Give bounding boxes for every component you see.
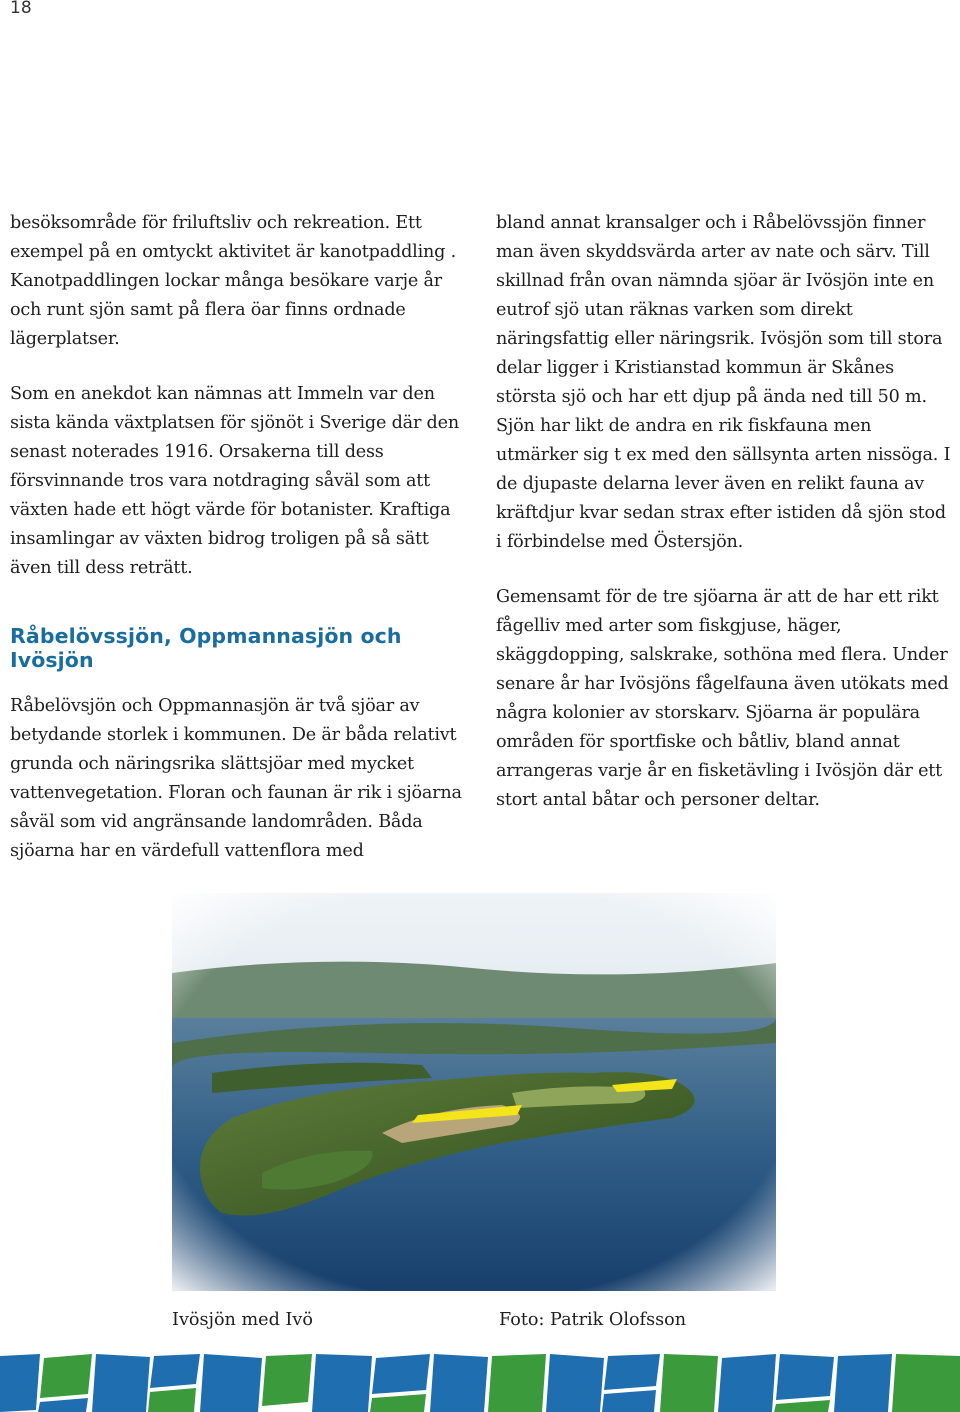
paragraph: Råbelövsjön och Oppmannasjön är två sjöar av betydande storlek i kommunen. De är båda relativt grunda och näringsrika slättsjöar med mycket vattenvegetation. Floran och faunan är rik i sjöarna såväl som vid angränsande landområden. Båda sjöarna har en värdefull vattenflora med [10,696,462,861]
paragraph: bland annat kransalger och i Råbelövssjön finner man även skyddsvärda arter av nate och särv. Till skillnad från ovan nämnda sjöar är Ivösjön inte en eutrof sjö utan räknas varken som direkt näringsfattig eller näringsrik. Ivösjön som till stora delar ligger i Kristianstad kommun är Skånes största sjö och har ett djup på ända ned till 50 m. Sjön har likt de andra en rik fiskfauna men utmärker sig t ex med den sällsynta arten nissöga. I de djupaste delarna lever även en relikt fauna av kräftdjur kvar sedan strax efter istiden då sjön stod i förbindelse med Östersjön. [496,213,951,552]
left-column [10,209,470,866]
figure-caption: Ivösjön med Ivö [172,1310,313,1330]
section-heading: Råbelövssjön, Oppmannasjön och Ivösjön [10,624,402,672]
paragraph: Gemensamt för de tre sjöarna är att de har ett rikt fågelliv med arter som fiskgjuse, häger, skäggdopping, salskrake, sothöna med flera. Under senare år har Ivösjöns fågelfauna även utökats med några kolonier av storskarv. Sjöarna är populära områden för sportfiske och båtliv, bland annat arrangeras varje år en fisketävling i Ivösjön där ett stort antal båtar och personer deltar. [496,587,949,810]
photo-credit: Foto: Patrik Olofsson [499,1310,687,1330]
footer-mosaic-band [0,1354,960,1412]
right-column [496,209,956,815]
aerial-lake-photo [172,893,776,1291]
paragraph: besöksområde för friluftsliv och rekreation. Ett exempel på en omtyckt aktivitet är kanotpaddling . Kanotpaddlingen lockar många besökare varje år och runt sjön samt på flera öar finns ordnade lägerplatser. [10,213,456,349]
paragraph: Som en anekdot kan nämnas att Immeln var den sista kända växtplatsen för sjönöt i Sverige där den senast noterades 1916. Orsakerna till dess försvinnande tros vara notdraging såväl som att växten hade ett högt värde för botanister. Kraftiga insamlingar av växten bidrog troligen på så sätt även till dess reträtt. [10,384,459,578]
page-number: 18 [10,0,32,18]
footer-tiles [0,1354,960,1412]
